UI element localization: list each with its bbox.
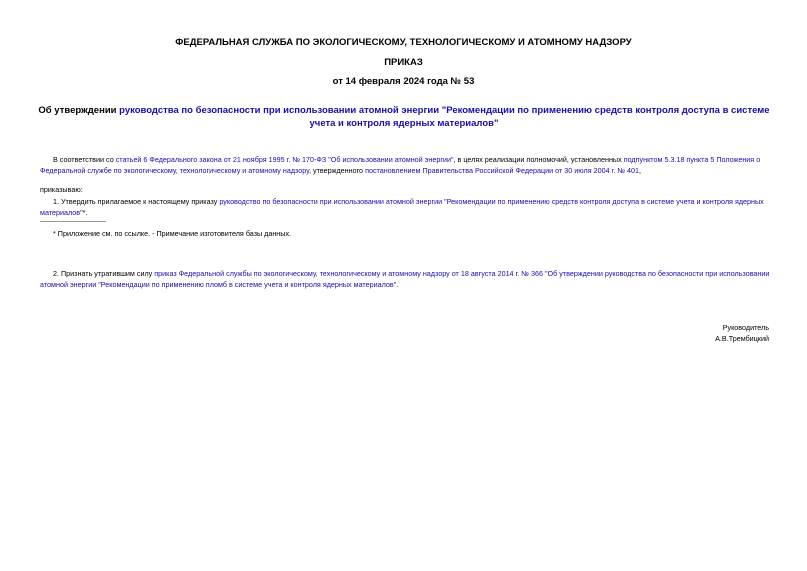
item2-text-1: 2. Признать утратившим силу <box>53 269 155 278</box>
item1-text-2: *. <box>82 207 88 217</box>
document-type: ПРИКАЗ <box>384 57 423 68</box>
signature-position: Руководитель <box>722 323 769 332</box>
regulation-subpoint-link[interactable]: подпунктом 5.3.18 пункта 5 Положения о Федеральной службе по экологическому, технологическому и атомному надзору <box>40 155 761 175</box>
order-word: приказываю: <box>40 185 83 194</box>
federal-law-link[interactable]: статьей 6 Федерального закона от 21 ноября 1995 г. № 170-ФЗ "Об использовании атомной энергии" <box>115 155 454 164</box>
order-item-2 <box>40 269 770 290</box>
document-date-number: от 14 февраля 2024 года № 53 <box>332 76 475 87</box>
agency-name: ФЕДЕРАЛЬНАЯ СЛУЖБА ПО ЭКОЛОГИЧЕСКОМУ, ТЕХНОЛОГИЧЕСКОМУ И АТОМНОМУ НАДЗОРУ <box>175 37 632 48</box>
item1-text-1: 1. Утвердить прилагаемое к настоящему приказу <box>53 197 220 206</box>
footnote-divider <box>40 221 106 222</box>
title-prefix: Об утверждении <box>38 105 120 116</box>
guide-link[interactable]: руководство по безопасности при использовании атомной энергии "Рекомендации по применению средств контроля доступа в системе учета и контроля ядерных материалов" <box>40 197 764 217</box>
footnote: * Приложение см. по ссылке. - Примечание изготовителя базы данных. <box>53 229 292 238</box>
government-decree-link[interactable]: постановлением Правительства Российской Федерации от 30 июля 2004 г. № 401 <box>365 165 640 175</box>
repealed-order-link[interactable]: приказ Федеральной службы по экологическому, технологическому и атомному надзору от 18 августа 2014 г. № 366 "Об утверждении руководства по безопасности при использовании атомной энергии "Рекомендации по применению пломб в системе учета и контроля ядерных материалов" <box>40 269 770 289</box>
signature-name: А.В.Трембицкий <box>715 334 769 343</box>
preamble-paragraph <box>40 155 770 176</box>
document-title <box>36 104 772 130</box>
preamble-text-4: , <box>639 165 642 175</box>
preamble-text-2: , в целях реализации полномочий, установленных <box>453 155 624 164</box>
title-link[interactable]: руководства по безопасности при использовании атомной энергии "Рекомендации по применению средств контроля доступа в системе учета и контроля ядерных материалов" <box>119 105 770 129</box>
order-item-1 <box>40 197 770 218</box>
preamble-text-3: , утвержденного <box>309 165 366 175</box>
preamble-text-1: В соответствии со <box>53 155 116 164</box>
item2-text-2: . <box>396 279 399 289</box>
